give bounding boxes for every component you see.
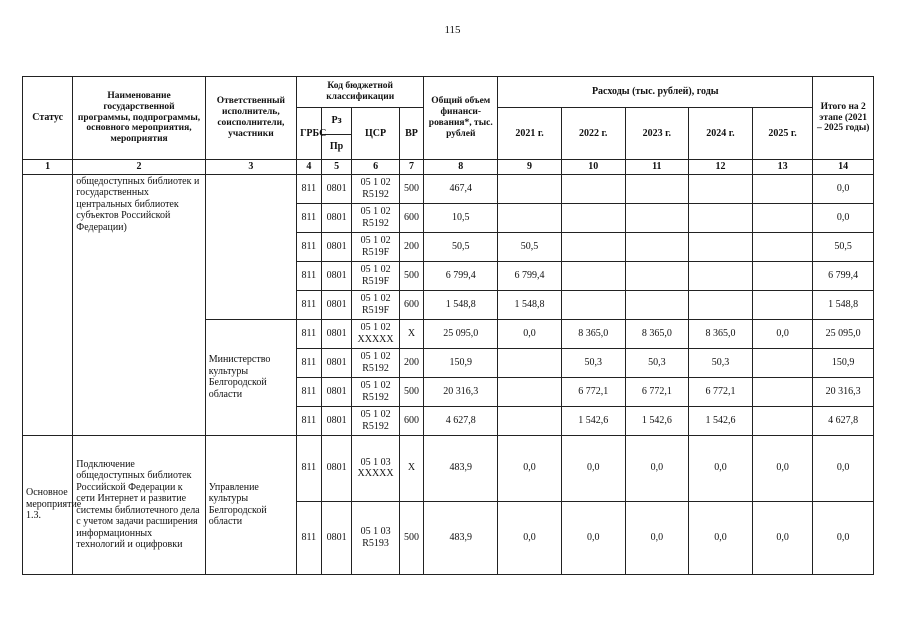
item-name-cell: Подключение общедоступных библиотек Российской Федерации к сети Интернет и развитие системы библиотечного дела с учетом задачи расширения информационных технологий и оцифровки <box>73 435 205 574</box>
year-2025-cell: 0,0 <box>752 435 813 501</box>
column-number: 5 <box>321 160 352 175</box>
column-number: 9 <box>498 160 562 175</box>
vr-cell: 600 <box>399 406 424 435</box>
total-cell: 10,5 <box>424 203 498 232</box>
year-2025-cell <box>752 377 813 406</box>
header-grbs: ГРБС <box>297 108 322 160</box>
header-csr: ЦСР <box>352 108 399 160</box>
year-2021-cell <box>498 377 562 406</box>
rzpr-cell: 0801 <box>321 406 352 435</box>
grbs-cell: 811 <box>297 290 322 319</box>
rzpr-cell: 0801 <box>321 319 352 348</box>
year-2021-cell <box>498 203 562 232</box>
header-expenses: Расходы (тыс. рублей), годы <box>498 77 813 108</box>
rzpr-cell: 0801 <box>321 174 352 203</box>
year-2023-cell: 1 542,6 <box>625 406 689 435</box>
header-budget-code: Код бюджетной классификации <box>297 77 424 108</box>
rzpr-cell: 0801 <box>321 377 352 406</box>
itogo-cell: 150,9 <box>813 348 874 377</box>
page-number: 115 <box>444 24 461 36</box>
year-2021-cell: 0,0 <box>498 319 562 348</box>
grbs-cell: 811 <box>297 203 322 232</box>
itogo-cell: 0,0 <box>813 501 874 574</box>
grbs-cell: 811 <box>297 174 322 203</box>
vr-cell: X <box>399 435 424 501</box>
total-cell: 4 627,8 <box>424 406 498 435</box>
csr-cell: 05 1 02 R5192 <box>352 348 399 377</box>
total-cell: 1 548,8 <box>424 290 498 319</box>
status-cell <box>23 174 73 435</box>
year-2024-cell: 0,0 <box>689 501 753 574</box>
year-2024-cell <box>689 290 753 319</box>
total-cell: 150,9 <box>424 348 498 377</box>
budget-table <box>22 76 874 575</box>
column-number: 1 <box>23 160 73 175</box>
year-2022-cell <box>561 203 625 232</box>
year-2021-cell: 1 548,8 <box>498 290 562 319</box>
header-vr: ВР <box>399 108 424 160</box>
vr-cell: 500 <box>399 261 424 290</box>
csr-cell: 05 1 03 R5193 <box>352 501 399 574</box>
year-2024-cell: 8 365,0 <box>689 319 753 348</box>
year-2023-cell <box>625 174 689 203</box>
vr-cell: X <box>399 319 424 348</box>
vr-cell: 600 <box>399 290 424 319</box>
header-total-volume: Общий объем финанси-рования*, тыс. рублей <box>424 77 498 160</box>
vr-cell: 500 <box>399 377 424 406</box>
year-2024-cell: 0,0 <box>689 435 753 501</box>
vr-cell: 500 <box>399 174 424 203</box>
year-2022-cell: 1 542,6 <box>561 406 625 435</box>
csr-cell: 05 1 02 R519F <box>352 261 399 290</box>
vr-cell: 200 <box>399 348 424 377</box>
header-responsible: Ответственный исполнитель, соисполнители, участники <box>205 77 296 160</box>
year-2023-cell <box>625 232 689 261</box>
grbs-cell: 811 <box>297 232 322 261</box>
column-number-row <box>23 160 874 175</box>
itogo-cell: 20 316,3 <box>813 377 874 406</box>
year-2023-cell <box>625 203 689 232</box>
year-2025-cell <box>752 174 813 203</box>
year-2022-cell: 6 772,1 <box>561 377 625 406</box>
csr-cell: 05 1 02 R5192 <box>352 203 399 232</box>
header-rz: Рз <box>321 108 352 135</box>
column-number: 4 <box>297 160 322 175</box>
year-2021-cell <box>498 348 562 377</box>
year-2021-cell: 0,0 <box>498 435 562 501</box>
header-name: Наименование государственной программы, подпрограммы, основного мероприятия, мероприятия <box>73 77 205 160</box>
year-2022-cell: 0,0 <box>561 501 625 574</box>
csr-cell: 05 1 02 R5192 <box>352 406 399 435</box>
year-2023-cell: 6 772,1 <box>625 377 689 406</box>
item-name-cell: общедоступных библиотек и государственных центральных библиотек субъектов Российской Федерации) <box>73 174 205 435</box>
column-number: 13 <box>752 160 813 175</box>
total-cell: 467,4 <box>424 174 498 203</box>
rzpr-cell: 0801 <box>321 435 352 501</box>
csr-cell: 05 1 02 R519F <box>352 232 399 261</box>
year-2024-cell: 6 772,1 <box>689 377 753 406</box>
header-year-2023: 2023 г. <box>625 108 689 160</box>
year-2023-cell <box>625 261 689 290</box>
year-2024-cell <box>689 232 753 261</box>
year-2023-cell: 50,3 <box>625 348 689 377</box>
year-2022-cell <box>561 174 625 203</box>
column-number: 10 <box>561 160 625 175</box>
year-2022-cell <box>561 232 625 261</box>
year-2024-cell <box>689 203 753 232</box>
total-cell: 25 095,0 <box>424 319 498 348</box>
total-cell: 483,9 <box>424 435 498 501</box>
csr-cell: 05 1 02 R519F <box>352 290 399 319</box>
year-2024-cell <box>689 174 753 203</box>
year-2022-cell: 50,3 <box>561 348 625 377</box>
rzpr-cell: 0801 <box>321 203 352 232</box>
year-2023-cell: 8 365,0 <box>625 319 689 348</box>
column-number: 12 <box>689 160 753 175</box>
vr-cell: 200 <box>399 232 424 261</box>
column-number: 7 <box>399 160 424 175</box>
csr-cell: 05 1 03 XXXXX <box>352 435 399 501</box>
responsible-cell: Управление культуры Белгородской области <box>205 435 296 574</box>
grbs-cell: 811 <box>297 261 322 290</box>
year-2021-cell: 50,5 <box>498 232 562 261</box>
header-pr: Пр <box>321 135 352 160</box>
rzpr-cell: 0801 <box>321 348 352 377</box>
year-2024-cell <box>689 261 753 290</box>
total-cell: 20 316,3 <box>424 377 498 406</box>
grbs-cell: 811 <box>297 319 322 348</box>
total-cell: 483,9 <box>424 501 498 574</box>
header-year-2021: 2021 г. <box>498 108 562 160</box>
rzpr-cell: 0801 <box>321 261 352 290</box>
itogo-cell: 25 095,0 <box>813 319 874 348</box>
year-2025-cell <box>752 290 813 319</box>
year-2023-cell: 0,0 <box>625 501 689 574</box>
year-2024-cell: 1 542,6 <box>689 406 753 435</box>
csr-cell: 05 1 02 R5192 <box>352 174 399 203</box>
header-total-stage: Итого на 2 этапе (2021 – 2025 годы) <box>813 77 874 160</box>
itogo-cell: 4 627,8 <box>813 406 874 435</box>
year-2025-cell <box>752 261 813 290</box>
header-year-2022: 2022 г. <box>561 108 625 160</box>
vr-cell: 500 <box>399 501 424 574</box>
year-2021-cell: 6 799,4 <box>498 261 562 290</box>
year-2025-cell <box>752 406 813 435</box>
grbs-cell: 811 <box>297 435 322 501</box>
table-row <box>23 174 874 203</box>
year-2023-cell: 0,0 <box>625 435 689 501</box>
column-number: 11 <box>625 160 689 175</box>
grbs-cell: 811 <box>297 377 322 406</box>
csr-cell: 05 1 02 R5192 <box>352 377 399 406</box>
total-cell: 6 799,4 <box>424 261 498 290</box>
year-2021-cell <box>498 406 562 435</box>
header-status: Статус <box>23 77 73 160</box>
column-number: 8 <box>424 160 498 175</box>
column-number: 3 <box>205 160 296 175</box>
year-2021-cell: 0,0 <box>498 501 562 574</box>
itogo-cell: 1 548,8 <box>813 290 874 319</box>
year-2025-cell: 0,0 <box>752 501 813 574</box>
vr-cell: 600 <box>399 203 424 232</box>
responsible-cell <box>205 174 296 319</box>
total-cell: 50,5 <box>424 232 498 261</box>
rzpr-cell: 0801 <box>321 501 352 574</box>
itogo-cell: 6 799,4 <box>813 261 874 290</box>
itogo-cell: 0,0 <box>813 435 874 501</box>
column-number: 6 <box>352 160 399 175</box>
grbs-cell: 811 <box>297 501 322 574</box>
year-2025-cell: 0,0 <box>752 319 813 348</box>
rzpr-cell: 0801 <box>321 290 352 319</box>
year-2025-cell <box>752 232 813 261</box>
rzpr-cell: 0801 <box>321 232 352 261</box>
year-2025-cell <box>752 203 813 232</box>
header-year-2025: 2025 г. <box>752 108 813 160</box>
year-2024-cell: 50,3 <box>689 348 753 377</box>
responsible-cell: Министерство культуры Белгородской области <box>205 319 296 435</box>
year-2022-cell <box>561 290 625 319</box>
year-2022-cell: 8 365,0 <box>561 319 625 348</box>
year-2022-cell: 0,0 <box>561 435 625 501</box>
itogo-cell: 50,5 <box>813 232 874 261</box>
header-year-2024: 2024 г. <box>689 108 753 160</box>
year-2023-cell <box>625 290 689 319</box>
status-cell: Основное мероприятие 1.3. <box>23 435 73 574</box>
year-2022-cell <box>561 261 625 290</box>
year-2021-cell <box>498 174 562 203</box>
column-number: 2 <box>73 160 205 175</box>
itogo-cell: 0,0 <box>813 174 874 203</box>
grbs-cell: 811 <box>297 406 322 435</box>
grbs-cell: 811 <box>297 348 322 377</box>
year-2025-cell <box>752 348 813 377</box>
column-number: 14 <box>813 160 874 175</box>
table-row <box>23 435 874 501</box>
csr-cell: 05 1 02 XXXXX <box>352 319 399 348</box>
itogo-cell: 0,0 <box>813 203 874 232</box>
